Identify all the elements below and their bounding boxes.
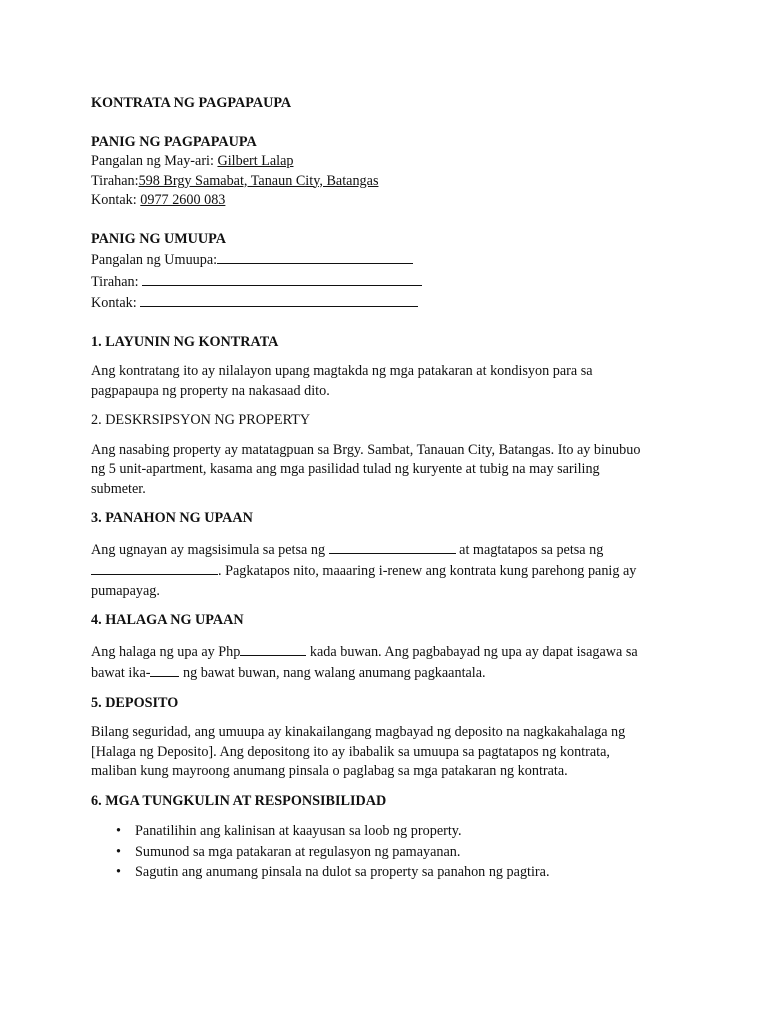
lessor-name-label: Pangalan ng May-ari: (91, 153, 218, 169)
responsibilities-list (91, 821, 681, 883)
lessee-contact-line (91, 292, 681, 314)
lessor-contact-line (91, 191, 681, 211)
lessor-contact-label: Kontak: (91, 192, 141, 208)
section-2-text-line: Ang nasabing property ay matatagpuan sa Brgy. Sambat, Tanauan City, Batangas. Ito ay binubuo (91, 441, 641, 458)
list-item (91, 842, 681, 863)
lessor-name-value: Gilbert Lalap (217, 153, 294, 169)
section-4-heading: 4. HALAGA NG UPAAN (91, 612, 244, 628)
document-page (91, 94, 681, 883)
rent-amount-label: Ang halaga ng upa ay Php (91, 643, 241, 660)
section-5-text-line: maliban kung mayroong anumang pinsala o paglabag sa mga patakaran ng kontrata. (91, 763, 568, 779)
lessee-address-line (91, 271, 681, 293)
list-item (91, 862, 681, 883)
start-date-blank (329, 539, 456, 554)
section-1-text-line: Ang kontratang ito ay nilalayon upang magtakda ng mga patakaran at kondisyon para sa (91, 363, 593, 379)
lessor-address-value: 598 Brgy Samabat, Tanaun City, Batangas (138, 172, 379, 189)
section-2-text-line: ng 5 unit-apartment, kasama ang mga pasilidad tulad ng kuryente at tubig na may sariling (91, 461, 600, 477)
section-4-text-line (91, 641, 681, 663)
lessee-contact-blank (140, 292, 418, 307)
lessor-name-line (91, 152, 681, 172)
bullet-icon: • (116, 843, 121, 860)
lessee-address-blank (142, 271, 422, 286)
end-date-blank (91, 560, 218, 575)
section-4-text-line (91, 662, 681, 684)
lessor-contact-value: 0977 2600 083 (140, 192, 226, 208)
rent-amount-blank (240, 641, 306, 656)
section-3-start-label: Ang ugnayan ay magsisimula sa petsa ng (91, 541, 329, 558)
section-3-heading: 3. PANAHON NG UPAAN (91, 510, 253, 526)
section-1-heading: 1. LAYUNIN NG KONTRATA (91, 333, 279, 350)
section-3-renew-text: . Pagkatapos nito, maaaring i-renew ang kontrata kung parehong panig ay (218, 563, 637, 579)
section-3-end-label: at magtatapos sa petsa ng (455, 541, 604, 558)
section-5-text-line: [Halaga ng Deposito]. Ang depositong ito ay ibabalik sa umuupa sa pagtatapos ng kontrata, (91, 743, 610, 760)
bullet-icon: • (116, 823, 121, 839)
list-item-text: Panatilihin ang kalinisan at kaayusan sa loob ng property. (135, 823, 462, 839)
section-6-heading: 6. MGA TUNGKULIN AT RESPONSIBILIDAD (91, 792, 387, 809)
due-day-label: bawat ika- (91, 665, 151, 681)
lessee-name-line (91, 249, 681, 271)
lessee-name-blank (217, 249, 413, 264)
due-day-text: ng bawat buwan, nang walang anumang pagkaantala. (179, 665, 486, 681)
bullet-icon: • (116, 864, 121, 880)
lessee-address-label: Tirahan: (91, 273, 143, 290)
list-item-text: Sumunod sa mga patakaran at regulasyon ng pamayanan. (135, 843, 461, 860)
lessee-heading: PANIG NG UMUUPA (91, 230, 227, 247)
lessor-address-label: Tirahan: (91, 172, 139, 189)
section-3-text-line (91, 560, 681, 582)
list-item (91, 821, 681, 842)
list-item-text: Sagutin ang anumang pinsala na dulot sa property sa panahon ng pagtira. (135, 864, 550, 880)
lessor-address-line (91, 172, 681, 192)
section-3-text-line: pumapayag. (91, 582, 160, 599)
section-5-heading: 5. DEPOSITO (91, 694, 179, 711)
due-day-blank (150, 662, 179, 677)
section-2-heading: 2. DESKRSIPSYON NG PROPERTY (91, 412, 311, 428)
section-2-text-line: submeter. (91, 480, 146, 497)
section-1-text-line: pagpapaupa ng property na nakasaad dito. (91, 382, 330, 399)
lessor-heading: PANIG NG PAGPAPAUPA (91, 133, 257, 150)
document-title: KONTRATA NG PAGPAPAUPA (91, 95, 292, 111)
rent-schedule-text: kada buwan. Ang pagbabayad ng upa ay dapat isagawa sa (306, 643, 638, 660)
lessee-contact-label: Kontak: (91, 295, 141, 311)
section-5-text-line: Bilang seguridad, ang umuupa ay kinakailangang magbayad ng deposito na nagkakahalaga ng (91, 724, 626, 740)
section-3-text-line (91, 539, 681, 561)
lessee-name-label: Pangalan ng Umuupa: (91, 252, 218, 268)
